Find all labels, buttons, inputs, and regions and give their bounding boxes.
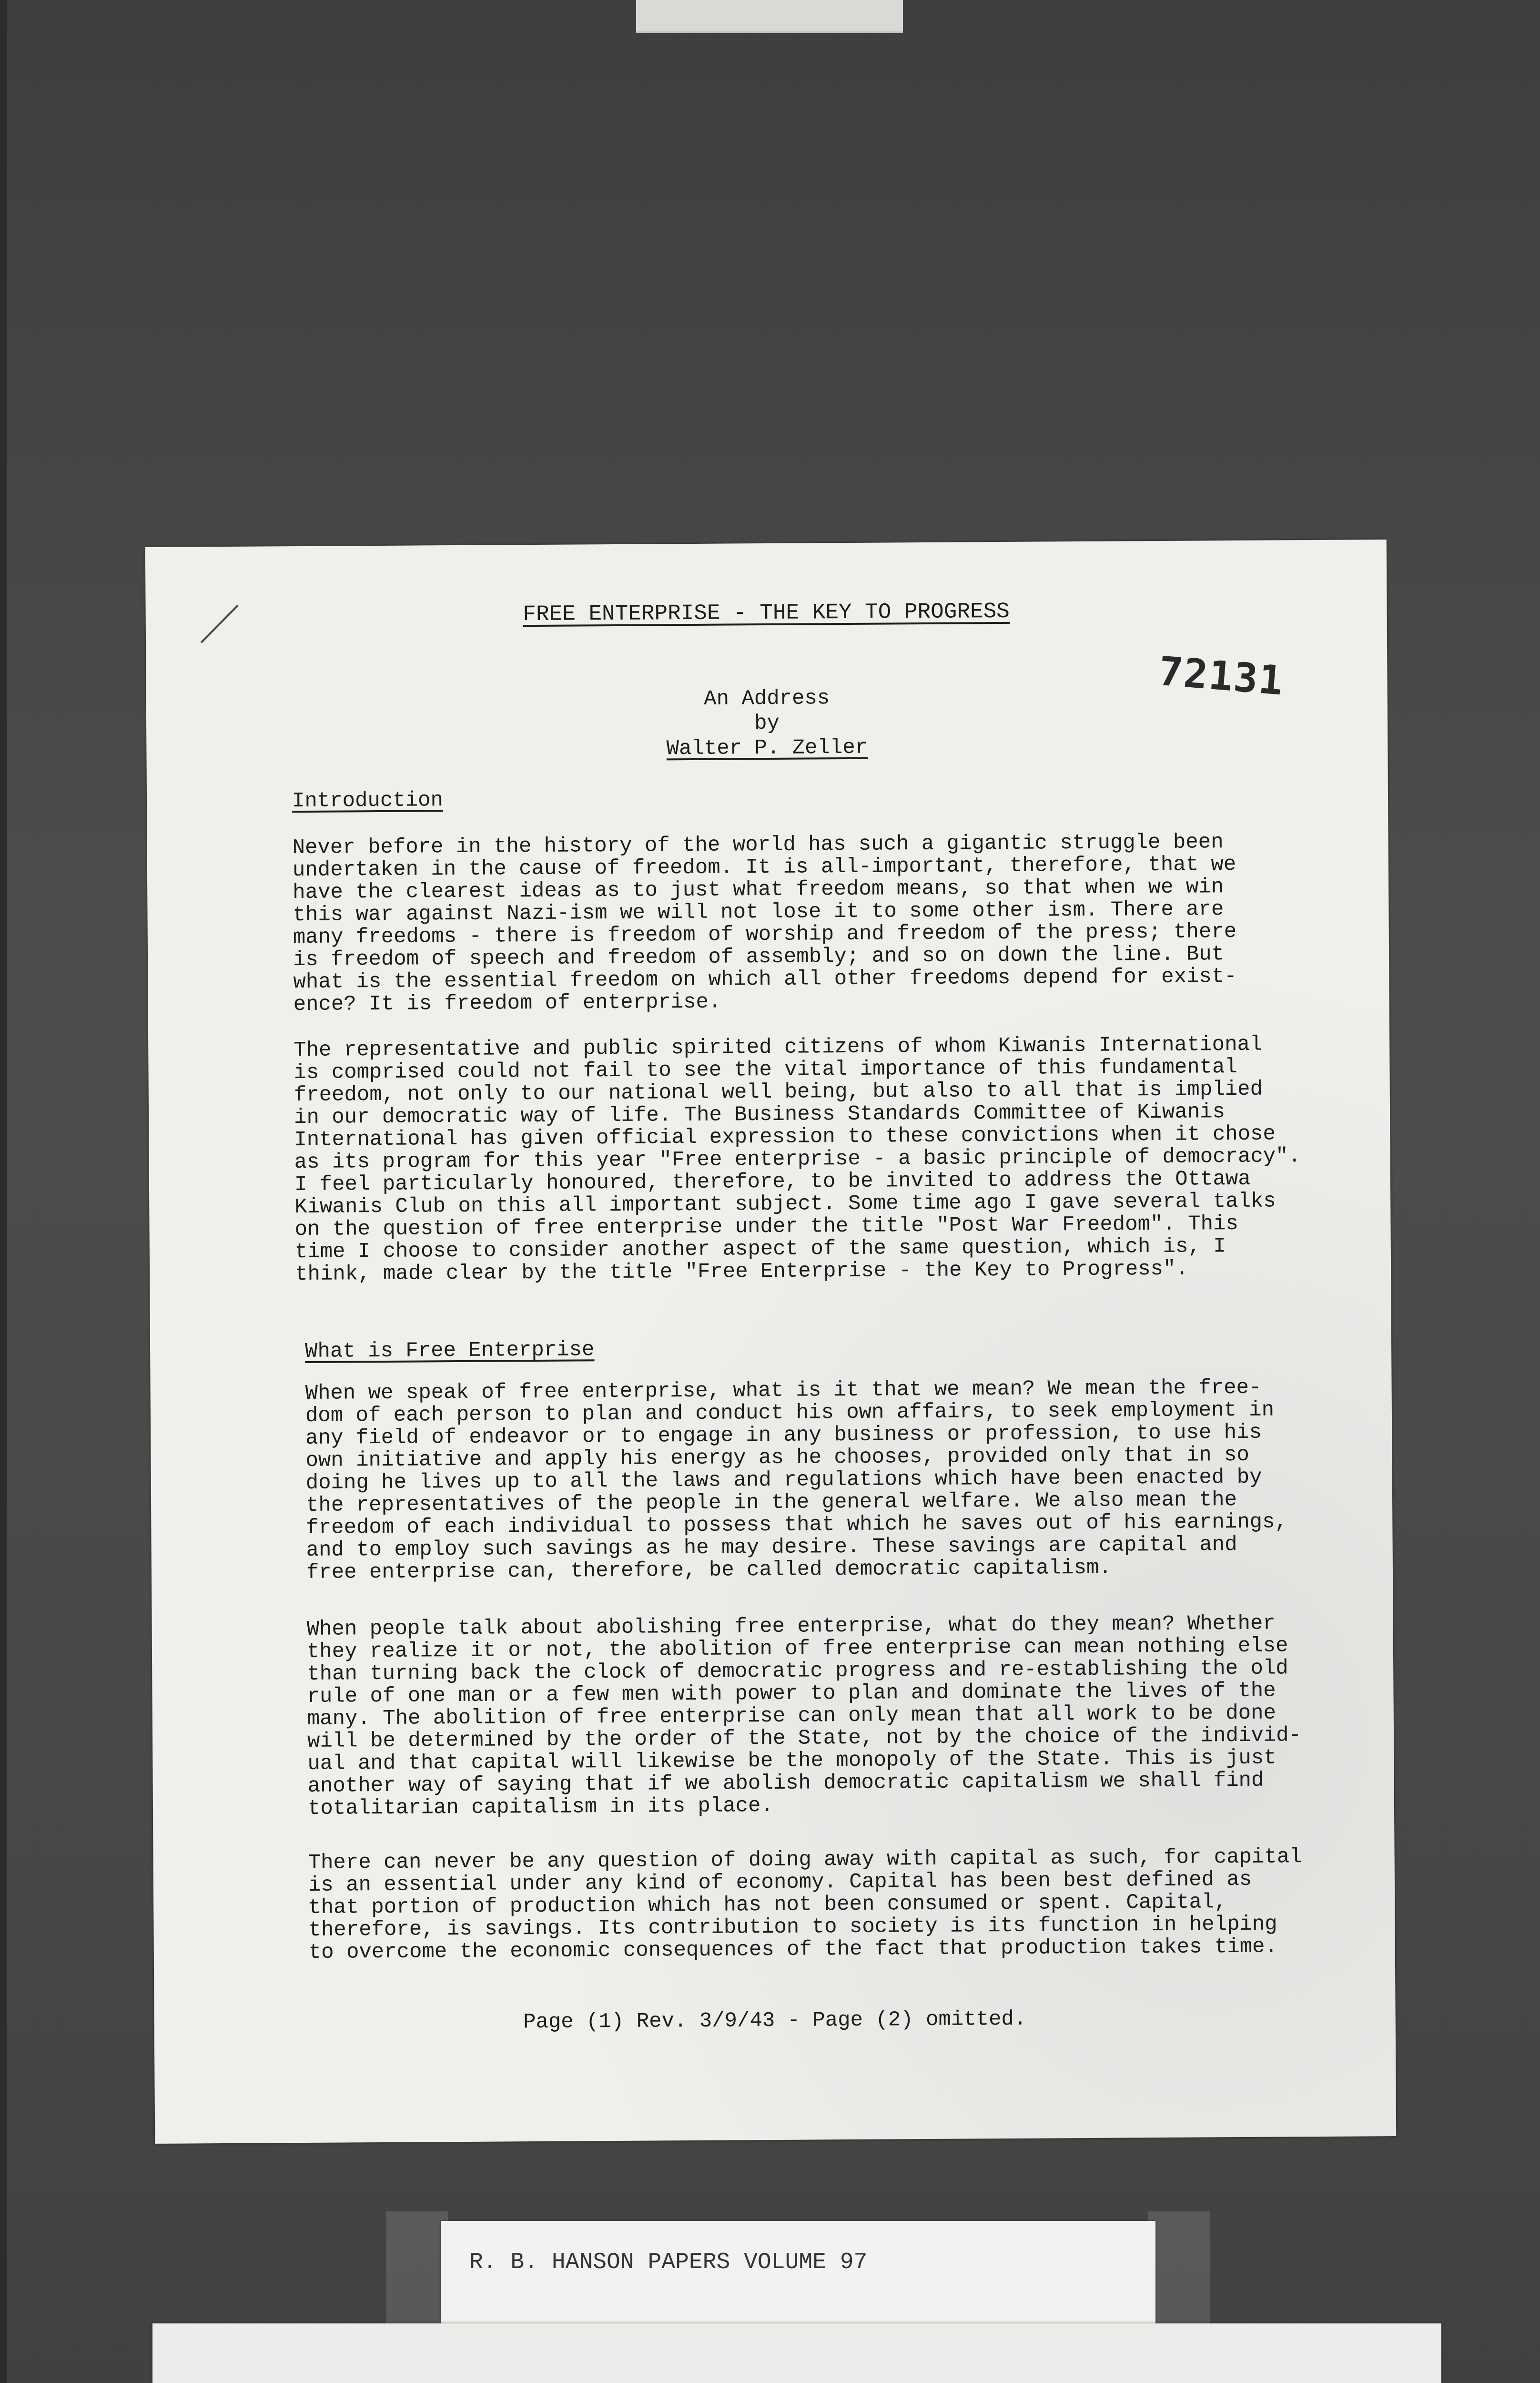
byline: [146, 682, 1388, 764]
tape-right: [1148, 2211, 1210, 2335]
top-mount-tab: [636, 0, 903, 33]
document-title: FREE ENTERPRISE - THE KEY TO PROGRESS: [523, 599, 1010, 627]
paragraph: There can never be any question of doing away with capital as such, for capital is an essential under any kind of economy. Capital has been best defined as that portion of production which has not been consumed or spent. Capital, therefore, is savings. Its contribution to society is its function in helping to overcome the economic consequences of the fact that production takes time.: [308, 1845, 1302, 1965]
film-edge: [0, 0, 7, 2383]
document-page: [145, 540, 1396, 2144]
volume-label-text: R. B. HANSON PAPERS VOLUME 97: [469, 2250, 868, 2275]
byline-line-1: An Address: [704, 686, 830, 711]
page-footnote: Page (1) Rev. 3/9/43 - Page (2) omitted.: [523, 2007, 1027, 2035]
byline-line-2: by: [754, 711, 780, 736]
paragraph: The representative and public spirited citizens of whom Kiwanis International is comprised could not fail to see the vital importance of this fundamental freedom, not only to our national well being, but also to all that is implied in our democratic way of life. The Business Standards Committee of Kiwanis International has given official expression to these convictions when it chose as its program for this year "Free enterprise - a basic principle of democracy". I feel particularly honoured, therefore, to be invited to address the Ottawa Kiwanis Club on this all important subject. Some time ago I gave several talks on the question of free enterprise under the title "Post War Freedom". This time I choose to consider another aspect of the same question, which is, I think, made clear by the title "Free Enterprise - the Key to Progress".: [294, 1032, 1301, 1287]
archive-card: [152, 2323, 1441, 2383]
section-heading-introduction: Introduction: [292, 788, 444, 814]
section-heading-what-is-free-enterprise: What is Free Enterprise: [304, 1338, 595, 1364]
author-name: Walter P. Zeller: [666, 735, 868, 761]
volume-label: [441, 2221, 1155, 2323]
paragraph: When we speak of free enterprise, what is it that we mean? We mean the free- dom of each person to plan and conduct his own affairs, to seek employment in any field of endeavor or to engage in any business or profession, to use his own initiative and apply his energy as he chooses, provided only that in so doing he lives up to all the laws and regulations which have been enacted by the representatives of the people in the general welfare. We also mean the freedom of each individual to possess that which he saves out of his earnings, and to employ such savings as he may desire. These savings are capital and free enterprise can, therefore, be called democratic capitalism.: [305, 1375, 1288, 1585]
tape-left: [386, 2211, 448, 2335]
stamp-number: 72131: [1156, 647, 1286, 704]
paragraph: Never before in the history of the world has such a gigantic struggle been undertaken in the cause of freedom. It is all-important, therefore, that we have the clearest ideas as to just what freedom means, so that when we win this war against Nazi-ism we will not lose it to some other ism. There are many freedoms - there is freedom of worship and freedom of the press; there is freedom of speech and freedom of assembly; and so on down the line. But what is the essential freedom on which all other freedoms depend for exist- ence? It is freedom of enterprise.: [292, 830, 1237, 1017]
paragraph: When people talk about abolishing free enterprise, what do they mean? Whether they realize it or not, the abolition of free enterprise can mean nothing else than turning back the clock of democratic progress and re-establishing the old rule of one man or a few men with power to plan and dominate the lives of the many. The abolition of free enterprise can only mean that all work to be done will be determined by the order of the State, not by the choice of the individ- ual and that capital will likewise be the monopoly of the State. This is just another way of saying that if we abolish democratic capitalism we shall find totalitarian capitalism in its place.: [306, 1611, 1302, 1821]
